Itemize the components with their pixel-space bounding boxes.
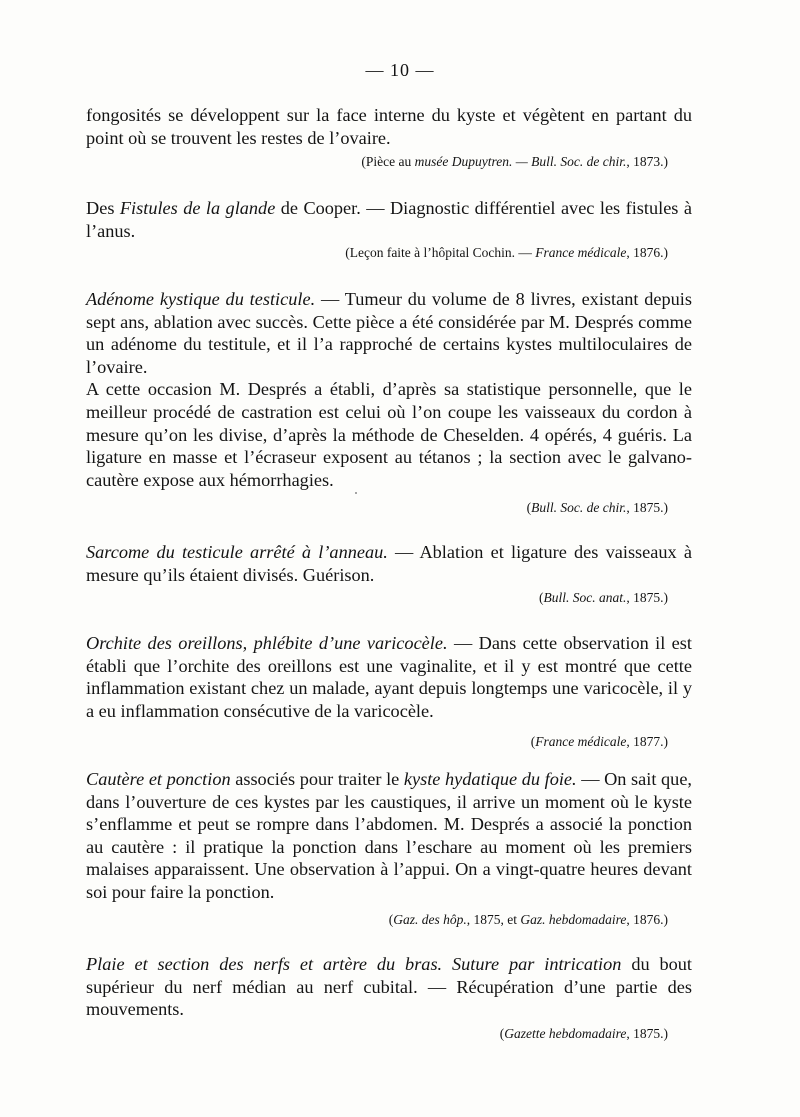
entry-text: de Cooper. — Diagnostic différentiel avec les fistules à l’anus.	[86, 198, 692, 241]
ink-speck	[355, 492, 357, 494]
entry-title: Cautère et ponction	[86, 769, 231, 789]
reference-year: , 1875.)	[626, 500, 668, 515]
reference-text: (Leçon faite à l’hôpital Cochin. —	[345, 245, 536, 260]
reference-source: France médicale	[535, 245, 627, 260]
entry-title: Plaie et section des nerfs et artère du bras. Suture par intrication	[86, 954, 622, 974]
entry-lead: Des	[86, 198, 120, 218]
entry-title: Orchite des oreillons, phlébite d’une varicocèle.	[86, 633, 448, 653]
reference-source: Bull. Soc. de chir.	[531, 500, 627, 515]
entry-reference	[500, 1026, 668, 1042]
reference-year: , 1877.)	[626, 734, 668, 749]
reference-text-mid: , 1875, et	[466, 912, 521, 927]
entry-text: — On sait que, dans l’ouverture de ces kystes par les caustiques, il arrive un moment où le kyste s’enflamme et peut se rompre dans l’abdomen. M. Després a associé la ponction au cautère : il pratique la ponction dans l’eschare au moment où les premiers malaises apparaissent. Une observation à l’appui. On a vingt-quatre heures devant soi pour faire la ponction.	[86, 769, 693, 902]
entry-title: Sarcome du testicule arrêté à l’anneau.	[86, 542, 388, 562]
entry-sarcome	[86, 541, 692, 586]
entry-text: fongosités se développent sur la face interne du kyste et végètent en partant du point où se trouvent les restes de l’ovaire.	[86, 105, 692, 148]
entry-continuation	[86, 104, 692, 149]
reference-source: Gaz. des hôp.	[393, 912, 467, 927]
entry-title: Adénome kystique du testicule.	[86, 289, 316, 309]
entry-text: — Dans cette observation il est établi que l’orchite des oreillons est une vaginalite, et il y est montré que cette inflammation existant chez un malade, ayant depuis longtemps une varicocèle, il y a eu inflammation consécutive de la varicocèle.	[86, 633, 692, 721]
reference-text: (Pièce au	[361, 154, 415, 169]
page-number: — 10 —	[365, 60, 435, 80]
entry-text: — Tumeur du volume de 8 livres, existant depuis sept ans, ablation avec succès. Cette pièce a été considérée par M. Després comme un adénome du testitule, et il l’a rapproché de certains kystes multiloculaires de l’ovaire.	[86, 289, 692, 377]
entry-title: Fistules de la glande	[119, 198, 276, 218]
entry-adenome	[86, 288, 692, 491]
reference-text: (	[388, 912, 394, 927]
entry-subtitle: kyste hydatique du foie.	[403, 769, 577, 789]
entry-text-continued: A cette occasion M. Després a établi, d’après sa statistique personnelle, que le meilleur procédé de castration est celui où l’on coupe les vaisseaux du cordon à mesure qu’on les divise, d’après la méthode de Cheselden. 4 opérés, 4 guéris. La ligature en masse et l’écraseur exposent au tétanos ; la section avec le galvano-cautère expose aux hémorrhagies.	[86, 379, 692, 490]
reference-source-2: Gaz. hebdomadaire	[520, 912, 627, 927]
entry-plaie	[86, 953, 692, 1021]
reference-year: , 1876.)	[626, 245, 668, 260]
reference-year: , 1876.)	[626, 912, 668, 927]
entry-text-mid: associés pour traiter le	[230, 769, 404, 789]
reference-source: Gazette hebdomadaire	[504, 1026, 627, 1041]
reference-text: (	[526, 500, 532, 515]
entry-fistules	[86, 197, 692, 242]
reference-text: (	[530, 734, 536, 749]
entry-orchite	[86, 632, 692, 722]
entry-reference	[345, 245, 668, 261]
entry-reference	[539, 590, 668, 606]
reference-year: , 1875.)	[626, 590, 668, 605]
reference-source: France médicale	[535, 734, 627, 749]
reference-year: , 1875.)	[626, 1026, 668, 1041]
reference-text: (	[499, 1026, 505, 1041]
reference-source: musée Dupuytren. — Bull. Soc. de chir.	[414, 154, 627, 169]
reference-source: Bull. Soc. anat.	[543, 590, 627, 605]
entry-reference	[531, 734, 668, 750]
reference-year: , 1873.)	[626, 154, 668, 169]
entry-text: du bout supérieur du nerf médian au nerf cubital. — Récupération d’une partie des mouvements.	[86, 954, 692, 1020]
entry-reference	[527, 500, 668, 516]
entry-cautere	[86, 768, 692, 904]
entry-reference	[361, 154, 668, 170]
entry-reference	[389, 912, 668, 928]
reference-text: (	[539, 590, 544, 605]
entry-text: — Ablation et ligature des vaisseaux à mesure qu’ils étaient divisés. Guérison.	[86, 542, 692, 585]
